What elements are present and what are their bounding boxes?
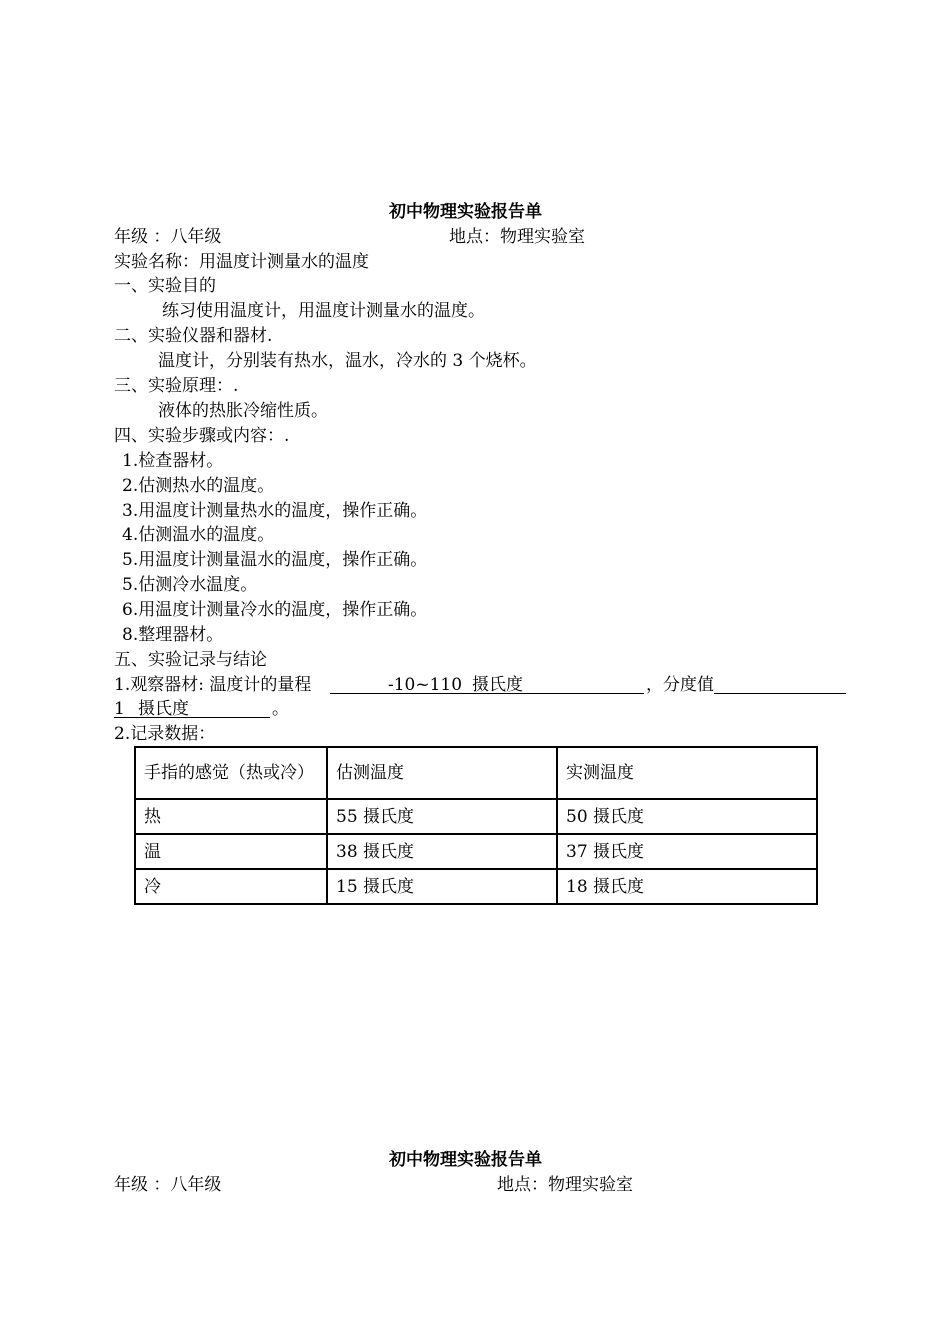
table-cell: 55 摄氏度	[327, 799, 557, 834]
section-1-heading: 一、实验目的	[114, 276, 216, 296]
step-item: 5.用温度计测量温水的温度，操作正确。	[122, 550, 428, 570]
report-2-location-label: 地点：物理实验室	[497, 1175, 633, 1195]
step-item: 1.检查器材。	[122, 451, 224, 471]
table-header-row	[135, 747, 817, 799]
report-title: 初中物理实验报告单	[389, 202, 542, 222]
table-cell: 38 摄氏度	[327, 834, 557, 869]
experiment-name: 实验名称：用温度计测量水的温度	[114, 252, 369, 272]
section-1-body: 练习使用温度计，用温度计测量水的温度。	[162, 301, 485, 321]
table-cell: 热	[135, 799, 327, 834]
division-unit: 摄氏度	[138, 699, 189, 719]
section-2-body: 温度计，分别装有热水，温水，冷水的 3 个烧杯。	[158, 351, 537, 371]
table-cell: 18 摄氏度	[557, 869, 817, 904]
location-label: 地点：物理实验室	[449, 227, 585, 247]
section-3-body: 液体的热胀冷缩性质。	[158, 401, 328, 421]
section-5-heading: 五、实验记录与结论	[114, 650, 267, 670]
step-item: 6.用温度计测量冷水的温度，操作正确。	[122, 600, 428, 620]
table-cell: 15 摄氏度	[327, 869, 557, 904]
division-underline	[714, 693, 846, 694]
table-row	[135, 799, 817, 834]
step-item: 8.整理器材。	[122, 625, 224, 645]
data-table	[134, 746, 818, 905]
table-row	[135, 869, 817, 904]
section-2-heading: 二、实验仪器和器材.	[114, 326, 273, 346]
step-item: 4.估测温水的温度。	[122, 525, 275, 545]
table-cell: 温	[135, 834, 327, 869]
range-unit: 摄氏度	[472, 675, 523, 695]
step-item: 2.估测热水的温度。	[122, 476, 275, 496]
section-4-heading: 四、实验步骤或内容：.	[114, 426, 290, 446]
section-3-heading: 三、实验原理：.	[114, 376, 239, 396]
division-end: 。	[272, 699, 289, 719]
record-heading: 2.记录数据：	[114, 724, 216, 744]
report-2-title: 初中物理实验报告单	[389, 1150, 542, 1170]
table-cell: 37 摄氏度	[557, 834, 817, 869]
report-2-grade-label: 年级 ：八年级	[114, 1175, 222, 1195]
division-label: ，分度值	[646, 675, 714, 695]
grade-label: 年级 ：八年级	[114, 227, 222, 247]
step-item: 3.用温度计测量热水的温度，操作正确。	[122, 501, 428, 521]
table-row	[135, 834, 817, 869]
division-value: 1	[114, 699, 125, 719]
observation-prefix: 1.观察器材: 温度计的量程	[114, 675, 312, 695]
range-value: -10~110	[388, 675, 463, 695]
table-cell: 50 摄氏度	[557, 799, 817, 834]
table-cell: 冷	[135, 869, 327, 904]
step-item: 5.估测冷水温度。	[122, 575, 258, 595]
table-header-cell: 手指的感觉（热或冷）	[135, 747, 327, 799]
table-header-cell: 估测温度	[327, 747, 557, 799]
table-header-cell: 实测温度	[557, 747, 817, 799]
